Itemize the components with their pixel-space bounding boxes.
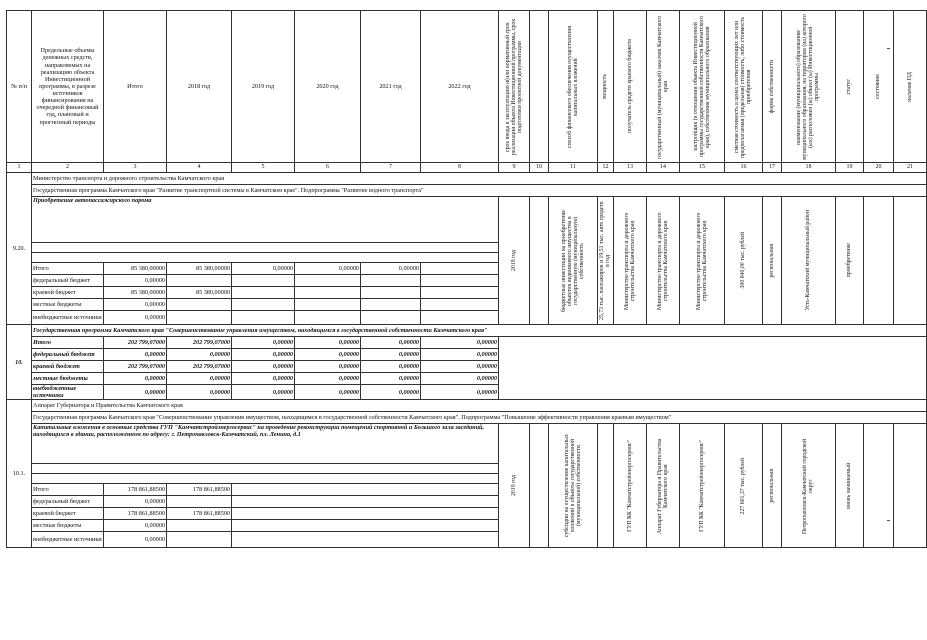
cell-total: 178 861,88500: [104, 484, 167, 496]
cell-2021: [361, 299, 421, 311]
object-ferry-title: Приобретение автопассажирского парома: [32, 197, 499, 243]
cell-2021: [361, 311, 421, 325]
header-total: Итого: [104, 11, 167, 163]
cell-total: 178 861,88500: [104, 508, 167, 520]
cell-total: 0,00000: [104, 385, 167, 400]
col-number: 9: [499, 163, 530, 173]
col-number: 7: [361, 163, 421, 173]
row-label: внебюджетные источники: [32, 311, 104, 325]
header-2019: 2019 год: [232, 11, 295, 163]
row-label: внебюджетные источники: [32, 532, 104, 548]
row-label: местные бюджеты: [32, 299, 104, 311]
cell-2021: 0,00000: [361, 361, 421, 373]
object-reconstruction-title: Капитальные вложения в основные средства ГУП "Камчатстройэнергосервис" на проведение реконструкции помещений спортивной и Большого зала заседаний, находящихся в здании, расположенном по адресу: г. Петропавловск-Камчатский, пл. Ленина, д.1: [32, 424, 499, 464]
cell-2022: 0,00000: [421, 337, 499, 349]
cell-2020: [295, 299, 361, 311]
item-number-9-20: 9.20.: [7, 173, 32, 325]
cell-2018: 0,00000: [167, 349, 232, 361]
header-condition: состояние: [875, 74, 882, 99]
cell-2021: 0,00000: [361, 385, 421, 400]
scan-mark: [887, 48, 890, 49]
cell-2019: 0,00000: [232, 337, 295, 349]
header-status: статус: [846, 78, 853, 95]
header-developer: застройщик (в отношении объекта Инвестиционной программы государственной собственности Камчатского края), собственник муниципального образования: [692, 16, 712, 157]
item1-estimated-cost: 300 840,00 тыс. рублей: [740, 232, 747, 289]
cell-2019: 0,00000: [232, 361, 295, 373]
program-transport-title: Государственная программа Камчатского края "Развитие транспортной системы в Камчатском крае". Подпрограмма "Развитие водного транспорта": [32, 185, 927, 197]
col-number: 10: [530, 163, 549, 173]
scan-mark: [887, 520, 890, 521]
cell-2019: [232, 311, 295, 325]
cell-2018: [167, 496, 232, 508]
cell-2021: [361, 275, 421, 287]
cell-2021: 0,00000: [361, 349, 421, 361]
cell-2018: [167, 532, 232, 548]
header-row: [7, 11, 927, 163]
col-number: 21: [894, 163, 927, 173]
row-label: Итого: [32, 263, 104, 275]
cell-2018: [167, 275, 232, 287]
col-number: 6: [295, 163, 361, 173]
cell-2021: 0,00000: [361, 263, 421, 275]
col-number: 3: [104, 163, 167, 173]
header-design-docs: наличие ПД: [906, 71, 913, 102]
cell-2018: 0,00000: [167, 385, 232, 400]
row-label: федеральный бюджет: [32, 275, 104, 287]
cell-total: 202 799,07000: [104, 337, 167, 349]
item3-developer: ГУП КК "Камчатстройэнергосервис": [698, 439, 705, 532]
cell-2018: 202 799,07000: [167, 337, 232, 349]
header-ownership: форма собственности: [768, 59, 775, 114]
header-commissioning-date: срок ввода в эксплуатацию и(или нормативный срок реализации объекта Инвестиционной программы, срок подготовки проектной документации: [504, 18, 524, 155]
header-2022: 2022 год: [421, 11, 499, 163]
col-number: 14: [647, 163, 680, 173]
ministry-row: [7, 173, 927, 185]
header-customer: государственный (муниципальный) заказчик Камчатского края: [656, 14, 669, 159]
cell-2020: [295, 287, 361, 299]
cell-2021: [361, 287, 421, 299]
cell-2022: [421, 287, 499, 299]
cell-total: 0,00000: [104, 275, 167, 287]
item3-commission-year: 2019 год: [510, 475, 517, 497]
col-number: 4: [167, 163, 232, 173]
cell-2019: 0,00000: [232, 263, 295, 275]
cell-2019: 0,00000: [232, 385, 295, 400]
header-estimated-cost: сметная стоимость в ценах соответствующих лет или предполагаемая (предельная) стоимость, либо стоимость приобретения: [734, 15, 753, 158]
item1-status: приобретение: [846, 243, 853, 278]
cell-total: 0,00000: [104, 299, 167, 311]
cell-2020: 0,00000: [295, 361, 361, 373]
cell-2020: 0,00000: [295, 385, 361, 400]
item2-row-total: [7, 337, 927, 349]
col-number: 19: [836, 163, 864, 173]
cell-2018: 85 380,00000: [167, 287, 232, 299]
row-label: местные бюджеты: [32, 373, 104, 385]
cell-2021: 0,00000: [361, 337, 421, 349]
cell-2019: [232, 287, 295, 299]
item-number-10: 10.: [7, 325, 32, 400]
col-number: 20: [864, 163, 894, 173]
investment-program-table: [6, 10, 927, 548]
cell-2020: 0,00000: [295, 373, 361, 385]
ministry-transport-title: Министерство транспорта и дорожного строительства Камчатского края: [32, 173, 927, 185]
header-2021: 2021 год: [361, 11, 421, 163]
item-number-10-1: 10.1.: [7, 400, 32, 548]
item3-estimated-cost: 227 601,37 тыс. рублей: [740, 457, 747, 514]
program2-row: [7, 325, 927, 337]
cell-2022: 0,00000: [421, 361, 499, 373]
col-number: 2: [32, 163, 104, 173]
header-number: № п/п: [7, 11, 32, 163]
cell-2020: [295, 311, 361, 325]
cell-2018: [167, 311, 232, 325]
item3-customer: Аппарат Губернатора и Правительства Камчатского края: [656, 438, 669, 534]
item1-capacity: 25,73 тыс. пассажиров и 19,51 тыс. авто средств в год: [599, 201, 612, 320]
cell-2022: [421, 299, 499, 311]
ministry-governor-title: Аппарат Губернатора и Правительства Камчатского края: [32, 400, 927, 412]
cell-total: 0,00000: [104, 532, 167, 548]
item1-developer: Министерство транспорта и дорожного строительства Камчатского края: [695, 211, 708, 310]
col-number: 15: [680, 163, 725, 173]
cell-2018: 178 861,88500: [167, 508, 232, 520]
cell-2018: 202 799,07000: [167, 361, 232, 373]
cell-2022: 0,00000: [421, 385, 499, 400]
row-label: федеральный бюджет: [32, 349, 104, 361]
program-property-title: Государственная программа Камчатского края "Совершенствование управления имуществом, находящимся в государственной собственности Камчатского края": [32, 325, 927, 337]
item3-ownership: региональная: [768, 469, 775, 503]
row-label: краевой бюджет: [32, 287, 104, 299]
cell-total: 85 380,00000: [104, 263, 167, 275]
cell-total: 0,00000: [104, 311, 167, 325]
row-label: федеральный бюджет: [32, 496, 104, 508]
program3-row: [7, 412, 927, 424]
object-title-row: [7, 197, 927, 243]
item3-municipality: Петропавловск-Камчатский городской округ: [802, 438, 815, 534]
cell-total: 0,00000: [104, 373, 167, 385]
cell-2018: 0,00000: [167, 373, 232, 385]
col-number: 8: [421, 163, 499, 173]
item1-financing-method: бюджетные инвестиции на приобретение объектов недвижимого имущества в государственную (муниципальную) собственность: [560, 209, 586, 312]
ministry2-row: [7, 400, 927, 412]
header-funding-limits: Предельные объемы денежных средств, направляемых на реализацию объекта Инвестиционной программы, в разрезе источников финансирования на очередной финансовый год, плановый и прогнозный периоды: [32, 11, 104, 163]
header-financing-method: способ финансового обеспечения осуществления капитальных вложений: [566, 25, 579, 148]
object3-title-row: [7, 424, 927, 464]
cell-2020: 0,00000: [295, 337, 361, 349]
header-municipality: наименование (муниципального) образования/муниципального образования, на территории (на) которого (ых) расположен (ы) объект (ы) Инвестиционной программы: [796, 13, 821, 160]
header-2020: 2020 год: [295, 11, 361, 163]
cell-2018: 178 861,88500: [167, 484, 232, 496]
item3-financing-method: субсидии на осуществление капитальных вложений в объекты государственной (муниципальной) собственности: [563, 434, 583, 538]
col-number: 5: [232, 163, 295, 173]
item3-status: вновь начинаемый: [846, 462, 853, 509]
item2-empty-attributes: [499, 337, 927, 400]
cell-total: 0,00000: [104, 520, 167, 532]
header-recipient: получатель средств краевого бюджета: [626, 39, 633, 134]
cell-2020: 0,00000: [295, 349, 361, 361]
col-number: 17: [763, 163, 782, 173]
cell-2020: [295, 275, 361, 287]
item1-municipality: Усть-Камчатский муниципальный район: [805, 210, 812, 311]
cell-total: 85 380,00000: [104, 287, 167, 299]
col-number: 18: [782, 163, 836, 173]
col-number: 12: [598, 163, 614, 173]
row-label: Итого: [32, 337, 104, 349]
cell-2019: 0,00000: [232, 349, 295, 361]
header-2018: 2018 год: [167, 11, 232, 163]
cell-2022: 0,00000: [421, 349, 499, 361]
cell-2021: 0,00000: [361, 373, 421, 385]
cell-2019: [232, 275, 295, 287]
col-number: 1: [7, 163, 32, 173]
item1-ownership: региональная: [768, 243, 775, 278]
col-number: 16: [725, 163, 763, 173]
cell-2018: [167, 299, 232, 311]
column-number-row: [7, 163, 927, 173]
col-number: 13: [614, 163, 647, 173]
row-label: Итого: [32, 484, 104, 496]
cell-2022: 0,00000: [421, 373, 499, 385]
cell-2022: [421, 311, 499, 325]
cell-2020: 0,00000: [295, 263, 361, 275]
item1-commission-year: 2019 год: [510, 250, 517, 271]
cell-2018: [167, 520, 232, 532]
cell-total: 202 799,07000: [104, 361, 167, 373]
cell-2022: [421, 275, 499, 287]
item1-customer: Министерство транспорта и дорожного строительства Камчатского края: [656, 211, 669, 310]
item3-recipient: ГУП КК "Камчатстройэнергосервис": [626, 439, 633, 532]
row-label: местные бюджеты: [32, 520, 104, 532]
col-number: 11: [549, 163, 598, 173]
row-label: внебюджетные источники: [32, 385, 104, 400]
cell-2018: 85 380,00000: [167, 263, 232, 275]
cell-2019: 0,00000: [232, 373, 295, 385]
row-label: краевой бюджет: [32, 361, 104, 373]
cell-total: 0,00000: [104, 349, 167, 361]
cell-total: 0,00000: [104, 496, 167, 508]
header-capacity: мощность: [602, 74, 609, 99]
cell-2022: [421, 263, 499, 275]
program-row: [7, 185, 927, 197]
item1-recipient: Министерство транспорта и дорожного строительства Камчатского края: [623, 211, 636, 310]
row-label: краевой бюджет: [32, 508, 104, 520]
cell-2019: [232, 299, 295, 311]
program-efficiency-title: Государственная программа Камчатского края "Совершенствование управления имуществом, находящимся в государственной собственности Камчатского края". Подпрограмма "Повышение эффективности управления краевым имуществом": [32, 412, 927, 424]
